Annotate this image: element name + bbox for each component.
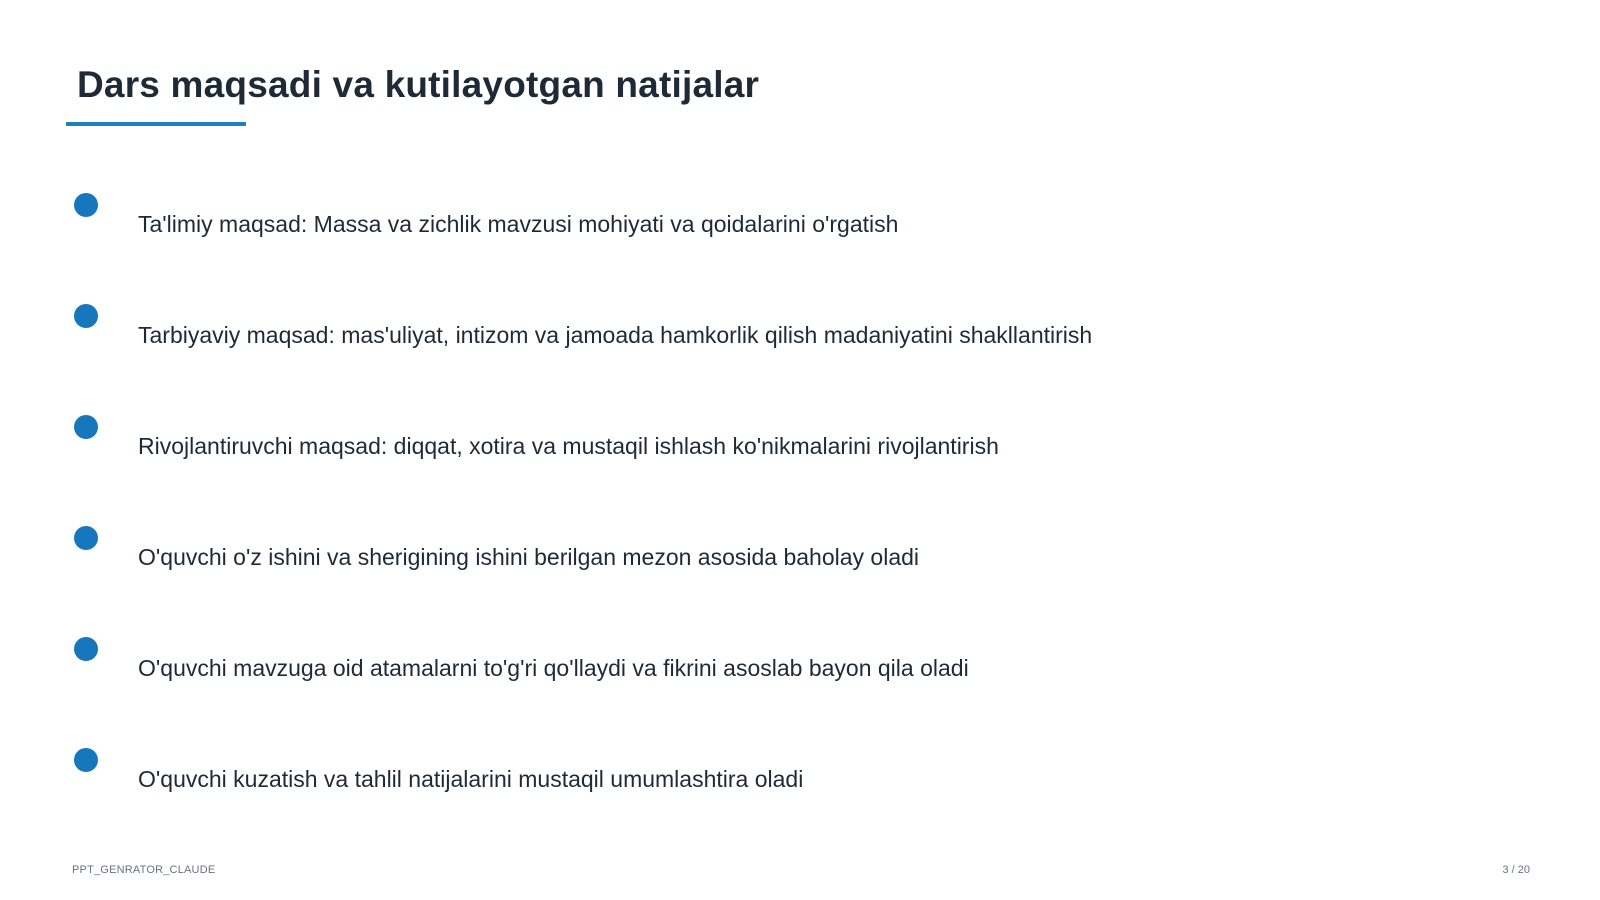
bullet-dot-icon: [74, 304, 98, 328]
footer-brand: PPT_GENRATOR_CLAUDE: [72, 864, 216, 876]
bullet-text: Tarbiyaviy maqsad: mas'uliyat, intizom va jamoada hamkorlik qilish madaniyatini shakllantirish: [138, 322, 1093, 348]
bullet-text: Ta'limiy maqsad: Massa va zichlik mavzusi mohiyati va qoidalarini o'rgatish: [138, 211, 899, 237]
page-indicator: 3 / 20: [1502, 864, 1530, 876]
bullet-dot-icon: [74, 526, 98, 550]
list-item: [0, 526, 1600, 586]
bullet-text: O'quvchi mavzuga oid atamalarni to'g'ri qo'llaydi va fikrini asoslab bayon qila oladi: [138, 655, 969, 681]
list-item: [0, 748, 1600, 808]
bullet-text: Rivojlantiruvchi maqsad: diqqat, xotira va mustaqil ishlash ko'nikmalarini rivojlantirish: [138, 433, 999, 459]
slide-title: Dars maqsadi va kutilayotgan natijalar: [77, 64, 760, 105]
bullet-dot-icon: [74, 748, 98, 772]
bullet-text: O'quvchi o'z ishini va sherigining ishini berilgan mezon asosida baholay oladi: [138, 544, 920, 570]
list-item: [0, 193, 1600, 253]
list-item: [0, 304, 1600, 364]
list-item: [0, 637, 1600, 697]
title-underline: [66, 122, 246, 126]
bullet-dot-icon: [74, 193, 98, 217]
list-item: [0, 415, 1600, 475]
bullet-dot-icon: [74, 415, 98, 439]
bullet-text: O'quvchi kuzatish va tahlil natijalarini mustaqil umumlashtira oladi: [138, 766, 804, 792]
bullet-dot-icon: [74, 637, 98, 661]
